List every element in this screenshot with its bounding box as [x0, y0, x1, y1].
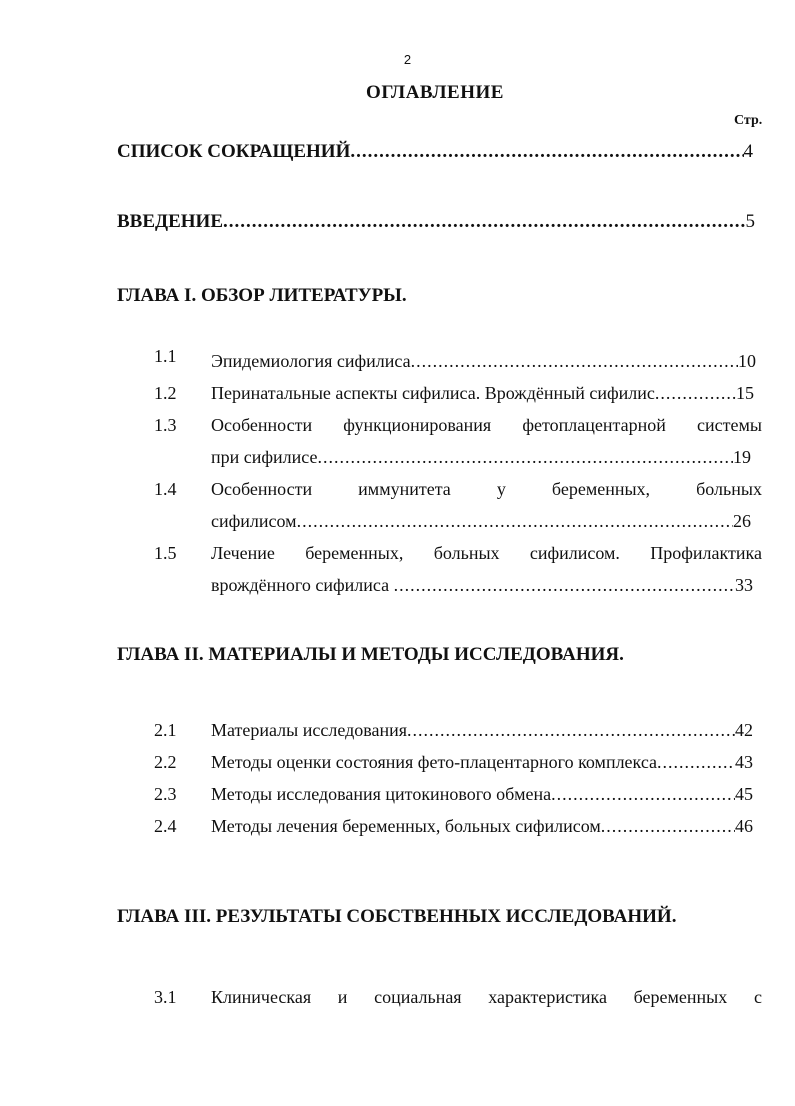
toc-entry-1-4[interactable]	[211, 511, 751, 532]
dot-leader	[407, 720, 735, 741]
toc-entry-2-1[interactable]	[211, 720, 753, 741]
section-number: 2.4	[154, 816, 177, 836]
section-number: 1.1	[154, 346, 177, 366]
word: больных	[433, 543, 500, 563]
toc-entry-page: 19	[733, 447, 751, 467]
dot-leader	[601, 816, 735, 837]
toc-entry-label: СПИСОК СОКРАЩЕНИЙ	[117, 141, 351, 162]
toc-entry-2-2[interactable]	[211, 752, 753, 773]
toc-entry-text: сифилисом	[211, 511, 297, 531]
dot-leader	[223, 211, 746, 233]
toc-entry-introduction[interactable]	[117, 211, 755, 233]
word: с	[753, 987, 762, 1007]
toc-entry-page: 42	[735, 720, 753, 740]
toc-entry-label: ВВЕДЕНИЕ	[117, 211, 223, 232]
section-number: 3.1	[154, 987, 177, 1007]
toc-entry-page: 43	[735, 752, 753, 772]
toc-entry-page: 15	[736, 383, 754, 403]
dot-leader	[297, 511, 733, 532]
word: беременных,	[305, 543, 404, 563]
toc-entry-3-1-line1[interactable]	[211, 987, 762, 1008]
word: фетоплацентарной	[522, 415, 666, 435]
toc-entry-abbreviations[interactable]	[117, 141, 753, 163]
word: Клиническая	[211, 987, 312, 1007]
dot-leader	[657, 752, 735, 773]
word: социальная	[374, 987, 462, 1007]
dot-leader	[394, 575, 735, 596]
toc-entry-1-4-line1[interactable]	[211, 479, 762, 500]
word: системы	[697, 415, 762, 435]
toc-entry-page: 4	[743, 141, 753, 162]
section-number: 2.1	[154, 720, 177, 740]
toc-entry-text: при сифилисе	[211, 447, 318, 467]
section-number: 1.2	[154, 383, 177, 403]
word: больных	[696, 479, 762, 499]
toc-entry-page: 33	[735, 575, 753, 595]
dot-leader	[350, 141, 743, 163]
toc-entry-text: Материалы исследования	[211, 720, 408, 740]
toc-entry-1-1[interactable]	[211, 351, 756, 372]
word: характеристика	[488, 987, 607, 1007]
word: Особенности	[211, 479, 313, 499]
toc-entry-2-3[interactable]	[211, 784, 753, 805]
word: у	[496, 479, 506, 499]
page-column-label: Стр.	[734, 113, 763, 128]
toc-title: ОГЛАВЛЕНИЕ	[366, 82, 504, 103]
page-number: 2	[403, 52, 412, 67]
section-number: 1.3	[154, 415, 177, 435]
toc-entry-1-2[interactable]	[211, 383, 754, 404]
toc-entry-1-5[interactable]	[211, 575, 753, 596]
toc-entry-text: Методы оценки состояния фето-плацентарного комплекса	[211, 752, 658, 772]
dot-leader	[551, 784, 735, 805]
toc-entry-1-3-line1[interactable]	[211, 415, 762, 436]
dot-leader	[655, 383, 736, 404]
toc-entry-page: 46	[735, 816, 753, 836]
toc-entry-page: 26	[733, 511, 751, 531]
word: беременных,	[551, 479, 651, 499]
toc-entry-page: 5	[745, 211, 755, 232]
chapter-1-title[interactable]: ГЛАВА I. ОБЗОР ЛИТЕРАТУРЫ.	[117, 285, 407, 306]
toc-entry-text: Эпидемиология сифилиса	[211, 351, 411, 371]
dot-leader	[318, 447, 734, 468]
toc-entry-1-3[interactable]	[211, 447, 751, 468]
word: беременных	[633, 987, 728, 1007]
section-number: 2.2	[154, 752, 177, 772]
toc-entry-text: Перинатальные аспекты сифилиса. Врождённый сифилис	[211, 383, 655, 403]
toc-entry-text: врождённого сифилиса	[211, 575, 394, 595]
word: и	[337, 987, 348, 1007]
word: Лечение	[211, 543, 275, 563]
section-number: 2.3	[154, 784, 177, 804]
toc-entry-text: Методы лечения беременных, больных сифилисом	[211, 816, 601, 836]
chapter-2-title[interactable]: ГЛАВА II. МАТЕРИАЛЫ И МЕТОДЫ ИССЛЕДОВАНИЯ.	[117, 644, 624, 665]
toc-entry-text: Методы исследования цитокинового обмена	[211, 784, 552, 804]
section-number: 1.5	[154, 543, 177, 563]
word: сифилисом.	[529, 543, 620, 563]
word: Особенности	[211, 415, 313, 435]
word: Профилактика	[650, 543, 762, 563]
toc-entry-1-5-line1[interactable]	[211, 543, 762, 564]
toc-entry-2-4[interactable]	[211, 816, 753, 837]
toc-entry-page: 45	[735, 784, 753, 804]
chapter-3-title[interactable]: ГЛАВА III. РЕЗУЛЬТАТЫ СОБСТВЕННЫХ ИССЛЕДОВАНИЙ.	[117, 906, 677, 927]
word: функционирования	[343, 415, 492, 435]
toc-entry-page: 10	[738, 351, 756, 371]
word: иммунитета	[358, 479, 451, 499]
section-number: 1.4	[154, 479, 177, 499]
dot-leader	[411, 351, 738, 372]
